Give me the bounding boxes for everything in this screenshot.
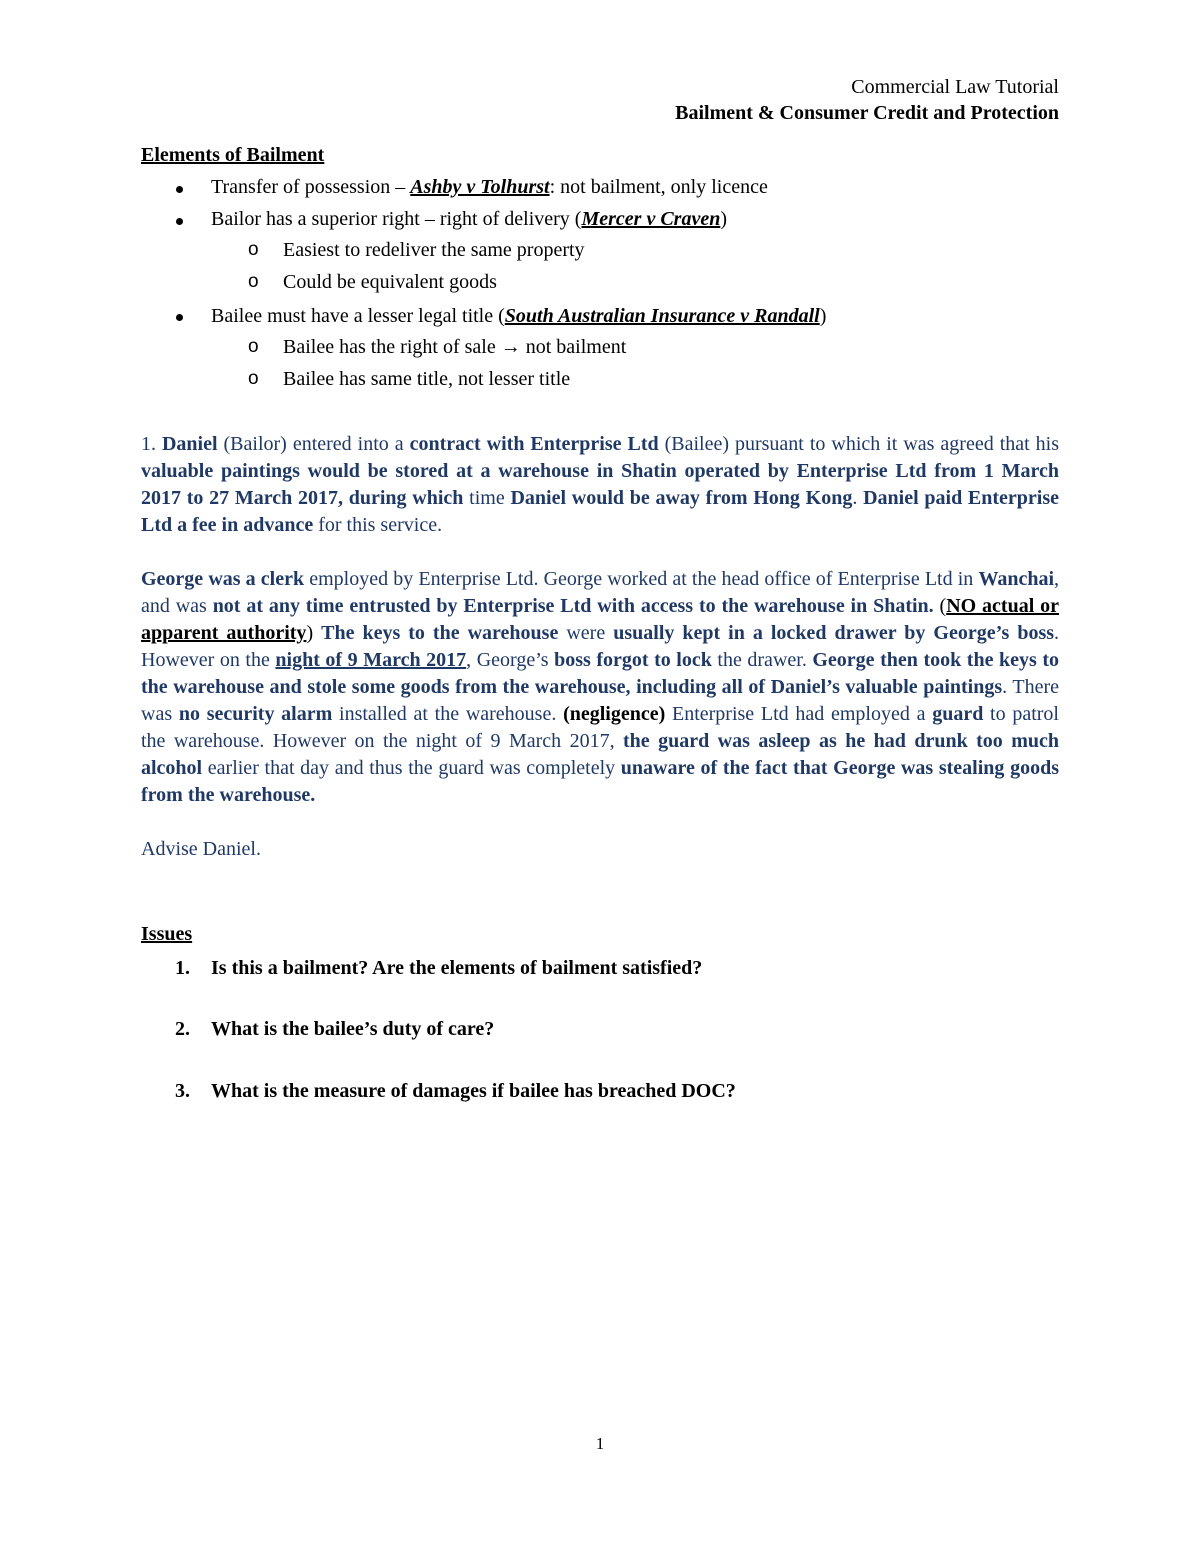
problem-emphasis: not at any time entrusted by Enterprise Ltd with access to the warehouse in Shatin.: [212, 595, 934, 617]
problem-emphasis: Daniel: [161, 433, 218, 455]
problem-text: time: [463, 487, 511, 509]
bullet-text: Bailor has a superior right – right of delivery (: [211, 208, 582, 230]
sub-bullet-right-of-sale: [283, 334, 626, 360]
problem-text: the drawer.: [711, 649, 813, 671]
problem-text: for this service.: [313, 514, 443, 536]
bullet-dot: [176, 314, 183, 321]
bullet-text: ): [819, 305, 827, 327]
problem-text: .: [852, 487, 864, 509]
case-mercer-v-craven: Mercer v Craven: [581, 208, 721, 230]
bullet-bailor-superior-right: [211, 206, 727, 232]
problem-text: installed at the warehouse.: [332, 703, 564, 725]
negligence-note: (negligence): [563, 703, 666, 725]
problem-text: , and was: [141, 568, 1060, 617]
problem-emphasis: Daniel paid Enterprise Ltd a fee in advance: [141, 487, 1060, 536]
sub-bullet-same-title: Bailee has same title, not lesser title: [283, 368, 571, 390]
right-arrow-icon: →: [500, 336, 521, 358]
problem-emphasis: George was a clerk: [141, 568, 305, 590]
sub-bullet-marker: o: [248, 368, 259, 389]
problem-emphasis: guard: [932, 703, 984, 725]
problem-emphasis: no security alarm: [178, 703, 333, 725]
issues-heading: Issues: [141, 923, 193, 945]
problem-text: were: [558, 622, 614, 644]
problem-text: Enterprise Ltd had employed a: [665, 703, 933, 725]
problem-text: , George’s: [466, 649, 555, 671]
case-ashby-v-tolhurst: Ashby v Tolhurst: [410, 176, 550, 198]
issue-number: 3.: [175, 1080, 190, 1102]
sub-bullet-marker: o: [248, 336, 259, 357]
issue-number: 2.: [175, 1018, 190, 1040]
problem-text: ): [306, 622, 322, 644]
problem-text: . There was: [141, 676, 1059, 725]
issue-text: What is the measure of damages if bailee has breached DOC?: [211, 1080, 736, 1102]
bullet-text: not bailment: [520, 336, 627, 358]
bullet-bailee-lesser-title: [211, 303, 826, 329]
problem-emphasis: Wanchai: [978, 568, 1055, 590]
problem-text: earlier that day and thus the guard was completely: [202, 757, 621, 779]
problem-text: . However on the: [141, 622, 1060, 671]
bullet-transfer-of-possession: [211, 174, 768, 200]
bullet-dot: [176, 218, 183, 225]
sub-bullet-marker: o: [248, 271, 259, 292]
issue-text: Is this a bailment? Are the elements of bailment satisfied?: [211, 957, 703, 979]
problem-text: 1.: [141, 433, 162, 455]
problem-emphasis: Daniel would be away from Hong Kong: [510, 487, 853, 509]
document-header: [675, 74, 1059, 126]
bullet-dot: [176, 186, 183, 193]
sub-bullet-same-property: Easiest to redeliver the same property: [283, 239, 585, 261]
problem-emphasis: The keys to the warehouse: [321, 622, 559, 644]
sub-bullet-equivalent-goods: Could be equivalent goods: [283, 271, 497, 293]
problem-emphasis: valuable paintings would be stored at a warehouse in Shatin operated by Enterprise Ltd from 1 March 2017 to 27 March 2017, during which: [141, 460, 1059, 509]
bullet-text: ): [720, 208, 727, 230]
sub-bullet-marker: o: [248, 239, 259, 260]
issue-number: 1.: [175, 957, 190, 979]
problem-paragraph-1: [141, 431, 1059, 539]
header-topic-title: Bailment & Consumer Credit and Protection: [675, 102, 1059, 124]
date-emphasis: night of 9 March 2017: [275, 649, 467, 671]
problem-emphasis: the guard was asleep as he had drunk too much alcohol: [141, 730, 1059, 779]
bullet-text: : not bailment, only licence: [549, 176, 768, 198]
bullet-text: Bailee must have a lesser legal title (: [211, 305, 505, 327]
authority-note: NO actual or apparent authority: [141, 595, 1059, 644]
problem-emphasis: George then took the keys to the warehouse and stole some goods from the warehouse, including all of Daniel’s valuable paintings: [141, 649, 1060, 698]
problem-paragraph-3: Advise Daniel.: [141, 838, 261, 860]
problem-paragraph-2: [141, 566, 1059, 809]
problem-question: [141, 431, 1059, 863]
page-number: 1: [595, 1434, 605, 1453]
problem-text: employed by Enterprise Ltd. George worked at the head office of Enterprise Ltd in: [304, 568, 979, 590]
problem-text: to patrol the warehouse. However on the night of 9 March 2017,: [141, 703, 1059, 752]
problem-text: (: [933, 595, 947, 617]
case-south-australian-insurance-v-randall: South Australian Insurance v Randall: [504, 305, 820, 327]
problem-emphasis: unaware of the fact that George was stealing goods from the warehouse.: [141, 757, 1059, 806]
problem-text: (Bailor) entered into a: [217, 433, 410, 455]
problem-emphasis: usually kept in a locked drawer by George’s boss: [613, 622, 1055, 644]
problem-emphasis: boss forgot to lock: [554, 649, 712, 671]
bullet-text: Bailee has the right of sale: [283, 336, 501, 358]
problem-emphasis: contract with Enterprise Ltd: [409, 433, 659, 455]
issue-text: What is the bailee’s duty of care?: [211, 1018, 495, 1040]
header-course-title: Commercial Law Tutorial: [851, 76, 1059, 98]
bullet-text: Transfer of possession –: [211, 176, 411, 198]
problem-text: (Bailee) pursuant to which it was agreed that his: [658, 433, 1059, 455]
elements-heading: Elements of Bailment: [141, 144, 325, 166]
